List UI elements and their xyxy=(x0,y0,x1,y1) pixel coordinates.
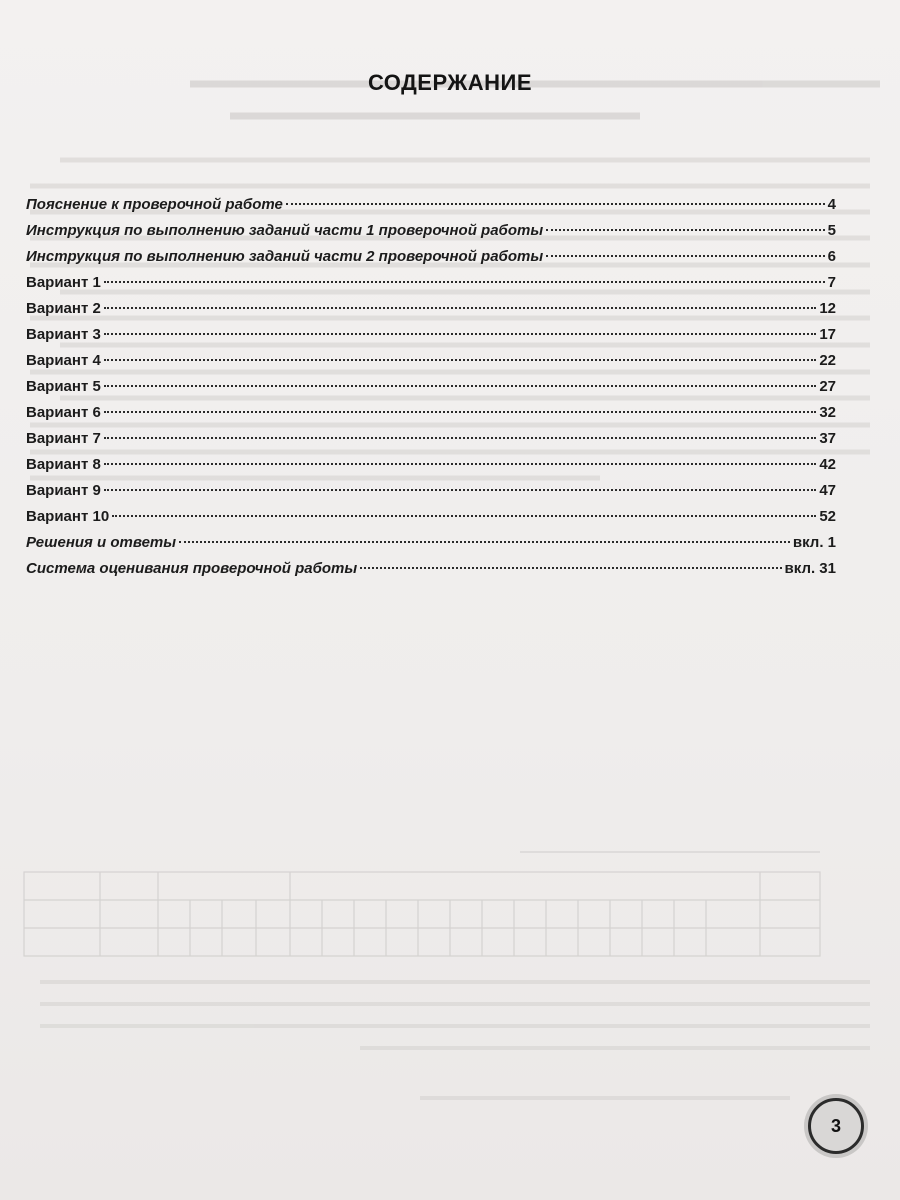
toc-entry-label: Вариант 1 xyxy=(26,274,101,291)
toc-entry-label: Вариант 7 xyxy=(26,430,101,447)
toc-entry-label: Решения и ответы xyxy=(26,534,177,551)
toc-entry[interactable] xyxy=(26,326,836,352)
toc-entry[interactable] xyxy=(26,378,836,404)
toc-entry[interactable] xyxy=(26,248,836,274)
dot-leader xyxy=(104,411,816,413)
page-title: СОДЕРЖАНИЕ xyxy=(367,70,533,95)
toc-entry-page: 6 xyxy=(827,248,836,265)
toc-entry[interactable] xyxy=(26,456,836,482)
toc-entry-label: Вариант 3 xyxy=(26,326,101,343)
toc-entry[interactable] xyxy=(26,352,836,378)
toc-entry-page: 17 xyxy=(819,326,836,343)
dot-leader xyxy=(112,515,816,517)
toc-entry[interactable] xyxy=(26,482,836,508)
dot-leader xyxy=(546,229,825,231)
toc-entry-page: 42 xyxy=(819,456,836,473)
toc-entry-label: Система оценивания проверочной работы xyxy=(26,560,358,577)
toc-entry[interactable] xyxy=(26,222,836,248)
toc-entry-page: 7 xyxy=(827,274,836,291)
dot-leader xyxy=(286,203,825,205)
dot-leader xyxy=(360,567,781,569)
toc-entry[interactable] xyxy=(26,430,836,456)
toc-entry-label: Вариант 10 xyxy=(26,508,110,525)
dot-leader xyxy=(104,281,825,283)
dot-leader xyxy=(104,437,816,439)
toc-entry-page: 52 xyxy=(819,508,836,525)
toc-entry-page: 4 xyxy=(827,196,836,213)
toc-entry-page: 22 xyxy=(819,352,836,369)
toc-entry-label: Вариант 5 xyxy=(26,378,101,395)
toc-entry-label: Вариант 2 xyxy=(26,300,101,317)
toc-entry-label: Вариант 4 xyxy=(26,352,101,369)
toc-entry-page: 37 xyxy=(819,430,836,447)
toc-entry[interactable] xyxy=(26,274,836,300)
table-of-contents xyxy=(26,196,836,586)
dot-leader xyxy=(546,255,825,257)
toc-entry-page: 32 xyxy=(819,404,836,421)
dot-leader xyxy=(104,385,816,387)
toc-entry[interactable] xyxy=(26,508,836,534)
toc-entry-label: Инструкция по выполнению заданий части 1 проверочной работы xyxy=(26,222,544,239)
page-number-badge xyxy=(808,1098,864,1154)
toc-entry[interactable] xyxy=(26,300,836,326)
toc-entry[interactable] xyxy=(26,534,836,560)
dot-leader xyxy=(104,333,816,335)
toc-entry[interactable] xyxy=(26,196,836,222)
toc-entry-label: Пояснение к проверочной работе xyxy=(26,196,283,213)
toc-entry-label: Вариант 6 xyxy=(26,404,101,421)
toc-entry-page: 47 xyxy=(819,482,836,499)
toc-entry-page: вкл. 1 xyxy=(792,534,836,551)
toc-entry-label: Вариант 8 xyxy=(26,456,101,473)
dot-leader xyxy=(104,359,816,361)
dot-leader xyxy=(104,307,816,309)
toc-entry-page: 12 xyxy=(819,300,836,317)
toc-entry-page: вкл. 31 xyxy=(784,560,836,577)
toc-entry-page: 27 xyxy=(819,378,836,395)
toc-entry[interactable] xyxy=(26,404,836,430)
toc-entry-page: 5 xyxy=(827,222,836,239)
page-number: 3 xyxy=(830,1115,841,1136)
dot-leader xyxy=(104,463,816,465)
toc-entry-label: Вариант 9 xyxy=(26,482,101,499)
toc-entry-label: Инструкция по выполнению заданий части 2 проверочной работы xyxy=(26,248,544,265)
dot-leader xyxy=(104,489,816,491)
toc-entry[interactable] xyxy=(26,560,836,586)
dot-leader xyxy=(179,541,790,543)
